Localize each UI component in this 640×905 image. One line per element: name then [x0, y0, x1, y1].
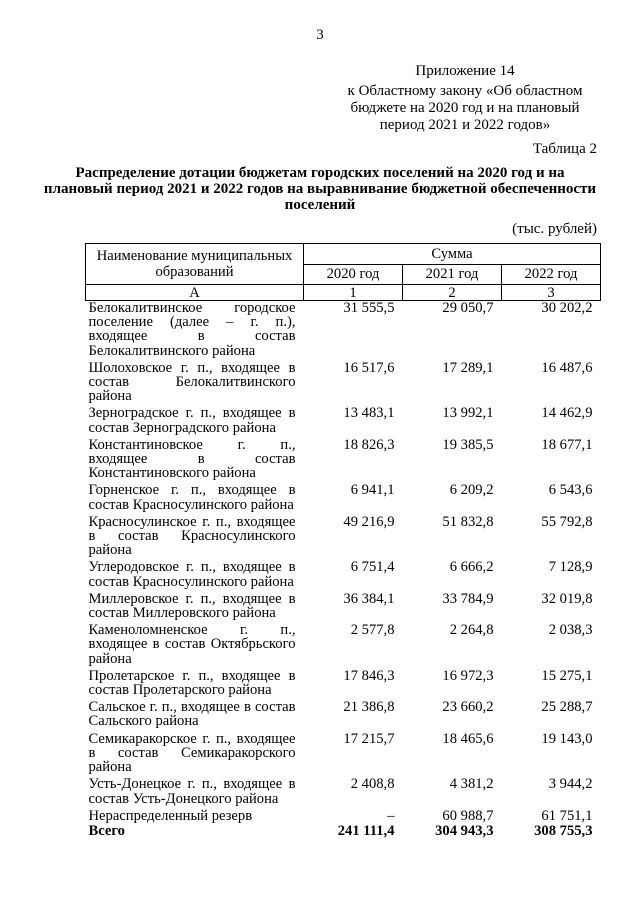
municipality-name: Миллеровское г. п., входящее в состав Миллеровского района: [88, 590, 296, 622]
value-2021: 18 465,6: [442, 730, 494, 747]
municipality-name: Семикаракорское г. п., входящее в состав Семикаракорского района: [88, 730, 296, 776]
value-2020: 16 517,6: [343, 359, 395, 376]
table-row: [86, 732, 601, 778]
column-letter-1: 1: [304, 285, 403, 301]
total-label: Всего: [88, 822, 125, 839]
value-2021: 13 992,1: [442, 405, 494, 422]
value-2020: 2 577,8: [350, 622, 395, 639]
table-row: [86, 592, 601, 623]
value-2022: 2 038,3: [548, 622, 593, 639]
total-row: [86, 824, 601, 838]
value-2022: 15 275,1: [541, 667, 593, 684]
table-row: [86, 623, 601, 669]
municipality-name: Шолоховское г. п., входящее в состав Белокалитвинского района: [88, 359, 296, 405]
value-2020: 18 826,3: [343, 436, 395, 453]
value-2022: 32 019,8: [541, 590, 593, 607]
municipality-name: Красносулинское г. п., входящее в состав Красносулинского района: [88, 513, 296, 559]
value-2022: 30 202,2: [541, 300, 593, 316]
table-row: [86, 560, 601, 591]
table-row: [86, 669, 601, 700]
appendix-title: Приложение 14: [415, 63, 515, 79]
value-2021: 33 784,9: [442, 590, 494, 607]
municipality-name: Углеродовское г. п., входящее в состав Красносулинского района: [88, 559, 296, 590]
value-2022: 16 487,6: [541, 359, 593, 376]
table-row: [86, 438, 601, 484]
municipality-name: Константиновское г. п., входящее в состав Константиновского района: [88, 436, 296, 482]
header-year-2020: 2020 год: [304, 264, 403, 285]
municipality-name: Каменоломненское г. п., входящее в состав Октябрьского района: [88, 622, 296, 667]
table-label: Таблица 2: [532, 141, 597, 157]
value-2021: 16 972,3: [442, 667, 494, 684]
municipality-name: Пролетарское г. п., входящее в состав Пролетарского района: [88, 667, 296, 699]
appendix-description: к Областному закону «Об областном бюджете на 2020 год и на плановый период 2021 и 2022 годов»: [347, 83, 583, 133]
table-row: [86, 809, 601, 824]
value-2020: 6 751,4: [350, 559, 395, 576]
page-number: 3: [316, 27, 324, 43]
value-2020: 2 408,8: [350, 776, 395, 793]
subsidy-table: [85, 243, 601, 838]
value-2021: 51 832,8: [442, 513, 494, 530]
value-2021: 17 289,1: [442, 359, 494, 376]
value-2020: 17 215,7: [343, 730, 395, 747]
document-title: Распределение дотации бюджетам городских поселений на 2020 год и на плановый период 2021 и 2022 годов на выравнивание бюджетной обеспеченности поселений: [43, 165, 597, 213]
table-row: [86, 700, 601, 731]
value-2022: 7 128,9: [548, 559, 593, 576]
column-letter-a: А: [86, 285, 304, 301]
municipality-name: Белокалитвинское городское поселение (далее – г. п.), входящее в состав Белокалитвинского района: [88, 300, 296, 359]
value-2022: 19 143,0: [541, 730, 593, 747]
value-2021: 19 385,5: [442, 436, 494, 453]
table-row: [86, 301, 601, 361]
value-2020: 36 384,1: [343, 590, 395, 607]
header-year-2021: 2021 год: [403, 264, 502, 285]
value-2020: 21 386,8: [343, 699, 395, 716]
value-2021: 4 381,2: [449, 776, 494, 793]
value-2022: 61 751,1: [541, 807, 593, 824]
value-2022: 14 462,9: [541, 405, 593, 422]
value-2022: 18 677,1: [541, 436, 593, 453]
value-2021: 2 264,8: [449, 622, 494, 639]
column-letter-3: 3: [502, 285, 601, 301]
total-2020: 241 111,4: [337, 822, 395, 839]
value-2020: –: [387, 807, 395, 824]
value-2021: 6 666,2: [449, 559, 494, 576]
value-2020: 13 483,1: [343, 405, 395, 422]
value-2020: 17 846,3: [343, 667, 395, 684]
total-2021: 304 943,3: [435, 822, 494, 839]
value-2020: 6 941,1: [350, 482, 395, 499]
municipality-name: Горненское г. п., входящее в состав Красносулинского района: [88, 482, 296, 513]
value-2022: 55 792,8: [541, 513, 593, 530]
municipality-name: Сальское г. п., входящее в состав Сальского района: [88, 699, 296, 730]
municipality-name: Усть-Донецкое г. п., входящее в состав Усть-Донецкого района: [88, 776, 296, 807]
municipality-name: Нераспределенный резерв: [88, 807, 253, 824]
total-2022: 308 755,3: [534, 822, 593, 839]
value-2022: 25 288,7: [541, 699, 593, 716]
table-row: [86, 483, 601, 514]
value-2020: 49 216,9: [343, 513, 395, 530]
value-2022: 3 944,2: [548, 776, 593, 793]
table-row: [86, 361, 601, 407]
table-row: [86, 406, 601, 437]
value-2022: 6 543,6: [548, 482, 593, 499]
table-row: [86, 777, 601, 808]
header-name: Наименование муниципальных образований: [86, 244, 304, 285]
value-2021: 23 660,2: [442, 699, 494, 716]
value-2021: 60 988,7: [442, 807, 494, 824]
table-row: [86, 515, 601, 561]
value-2021: 29 050,7: [442, 300, 494, 316]
value-2020: 31 555,5: [343, 300, 395, 316]
column-letter-2: 2: [403, 285, 502, 301]
header-year-2022: 2022 год: [502, 264, 601, 285]
municipality-name: Зерноградское г. п., входящее в состав Зерноградского района: [88, 405, 296, 436]
header-sum: Сумма: [304, 244, 601, 265]
value-2021: 6 209,2: [449, 482, 494, 499]
units-label: (тыс. рублей): [512, 221, 597, 237]
